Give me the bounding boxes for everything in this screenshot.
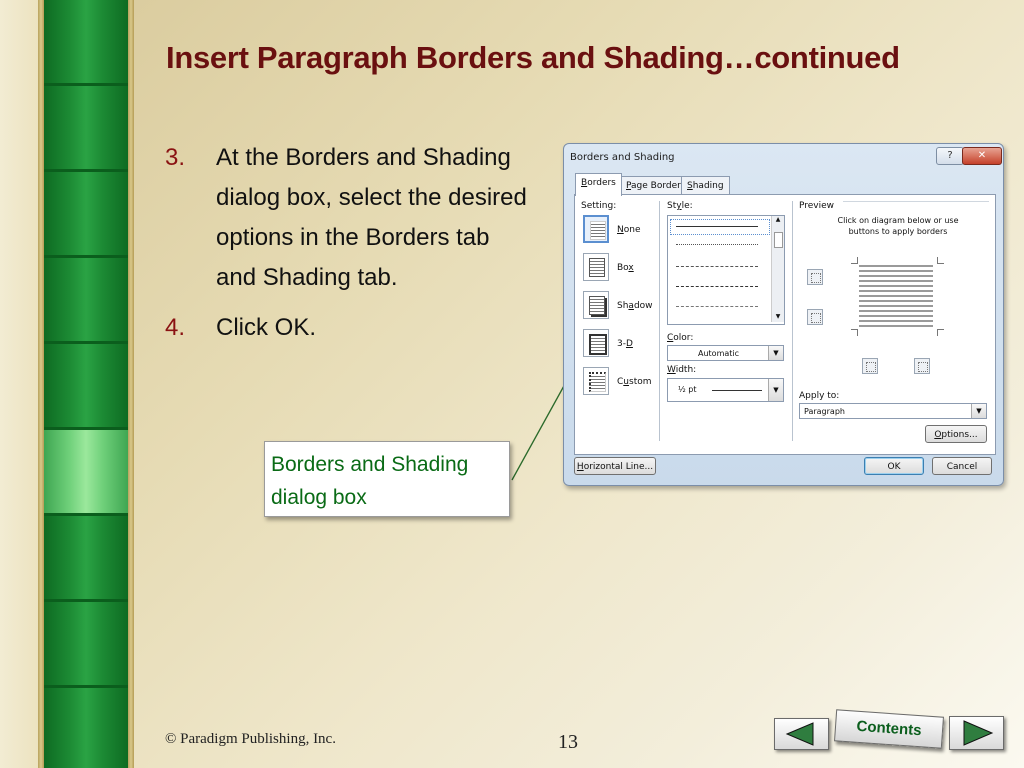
width-value: ½ pt <box>678 385 697 394</box>
right-arrow-icon <box>950 717 1003 749</box>
top-border-button[interactable] <box>807 269 823 285</box>
step-number: 3. <box>165 144 186 171</box>
color-dropdown[interactable] <box>667 345 784 361</box>
selected-style-item[interactable] <box>670 219 770 235</box>
dashed-line-style[interactable] <box>676 266 758 267</box>
page-3d-icon <box>589 334 607 355</box>
setting-3d-option[interactable] <box>583 329 609 357</box>
next-slide-button[interactable] <box>949 716 1004 750</box>
chevron-down-icon[interactable]: ▼ <box>971 404 986 418</box>
long-dash-line-style[interactable] <box>676 286 758 287</box>
step-text: Click OK. <box>216 314 317 341</box>
ok-button[interactable]: OK <box>864 457 924 475</box>
style-listbox[interactable] <box>667 215 785 325</box>
left-arrow-icon <box>775 719 828 749</box>
close-button[interactable]: ✕ <box>962 147 1002 165</box>
chevron-down-icon[interactable]: ▼ <box>768 346 783 360</box>
style-scrollbar[interactable] <box>771 216 784 322</box>
style-label: Style: <box>667 201 693 211</box>
column-separator <box>659 201 660 441</box>
page-custom-icon <box>589 372 606 392</box>
borders-and-shading-dialog <box>563 143 1004 486</box>
borders-tab-panel <box>574 194 996 455</box>
preview-corner <box>851 257 858 264</box>
cancel-button[interactable]: Cancel <box>932 457 992 475</box>
preview-divider <box>843 201 989 202</box>
callout-box: Borders and Shading dialog box <box>264 441 510 517</box>
apply-to-label: Apply to: <box>799 391 840 401</box>
page-none-icon <box>590 221 606 240</box>
page-number: 13 <box>558 731 578 753</box>
tab-page-border[interactable]: Page Border <box>620 176 687 195</box>
bottom-border-button[interactable] <box>807 309 823 325</box>
help-button[interactable]: ? <box>936 147 964 165</box>
page-shadow-icon <box>589 296 605 315</box>
step-number: 4. <box>165 314 186 341</box>
column-separator <box>792 201 793 441</box>
width-label: Width: <box>667 365 697 375</box>
width-line-sample <box>712 390 762 391</box>
contents-button[interactable]: Contents <box>834 709 944 748</box>
color-value: Automatic <box>698 349 740 358</box>
tab-shading[interactable]: Shading <box>681 176 730 195</box>
preview-corner <box>851 329 858 336</box>
setting-shadow-option[interactable] <box>583 291 609 319</box>
horizontal-line-button[interactable]: Horizontal Line... <box>574 457 656 475</box>
dash-dot-line-style[interactable] <box>676 306 758 307</box>
width-dropdown[interactable] <box>667 378 784 402</box>
setting-custom-option[interactable] <box>583 367 609 395</box>
tab-borders[interactable]: Borders <box>575 173 622 196</box>
preview-corner <box>937 329 944 336</box>
setting-none-option[interactable] <box>583 215 609 243</box>
options-button[interactable]: Options... <box>925 425 987 443</box>
step-text: At the Borders and Shading dialog box, select the desired options in the Borders tab and Shading tab. <box>216 144 527 291</box>
preview-instructions: Click on diagram below or use buttons to apply borders <box>837 216 959 236</box>
preview-corner <box>937 257 944 264</box>
preview-label: Preview <box>799 201 835 211</box>
chevron-down-icon[interactable]: ▼ <box>768 379 783 401</box>
scroll-up-icon[interactable]: ▲ <box>775 216 781 223</box>
setting-box-option[interactable] <box>583 253 609 281</box>
color-label: Color: <box>667 333 694 343</box>
setting-3d-label: 3-D <box>617 339 633 349</box>
setting-shadow-label: Shadow <box>617 301 653 311</box>
left-border-button[interactable] <box>862 358 878 374</box>
scroll-thumb[interactable] <box>774 232 783 248</box>
slide-title: Insert Paragraph Borders and Shading…continued <box>166 40 900 75</box>
scroll-down-icon[interactable]: ▼ <box>775 313 781 320</box>
apply-to-dropdown[interactable] <box>799 403 987 419</box>
dialog-title: Borders and Shading <box>570 152 675 163</box>
setting-label: Setting: <box>581 201 617 211</box>
setting-box-label: Box <box>617 263 634 273</box>
solid-line-style[interactable] <box>676 226 758 227</box>
previous-slide-button[interactable] <box>774 718 829 750</box>
dotted-line-style[interactable] <box>676 244 758 245</box>
preview-diagram[interactable] <box>859 265 933 327</box>
right-border-button[interactable] <box>914 358 930 374</box>
setting-custom-label: Custom <box>617 377 652 387</box>
setting-none-label: None <box>617 225 641 235</box>
apply-to-value: Paragraph <box>804 407 845 416</box>
page-box-icon <box>589 258 605 277</box>
copyright-text: © Paradigm Publishing, Inc. <box>165 731 336 747</box>
